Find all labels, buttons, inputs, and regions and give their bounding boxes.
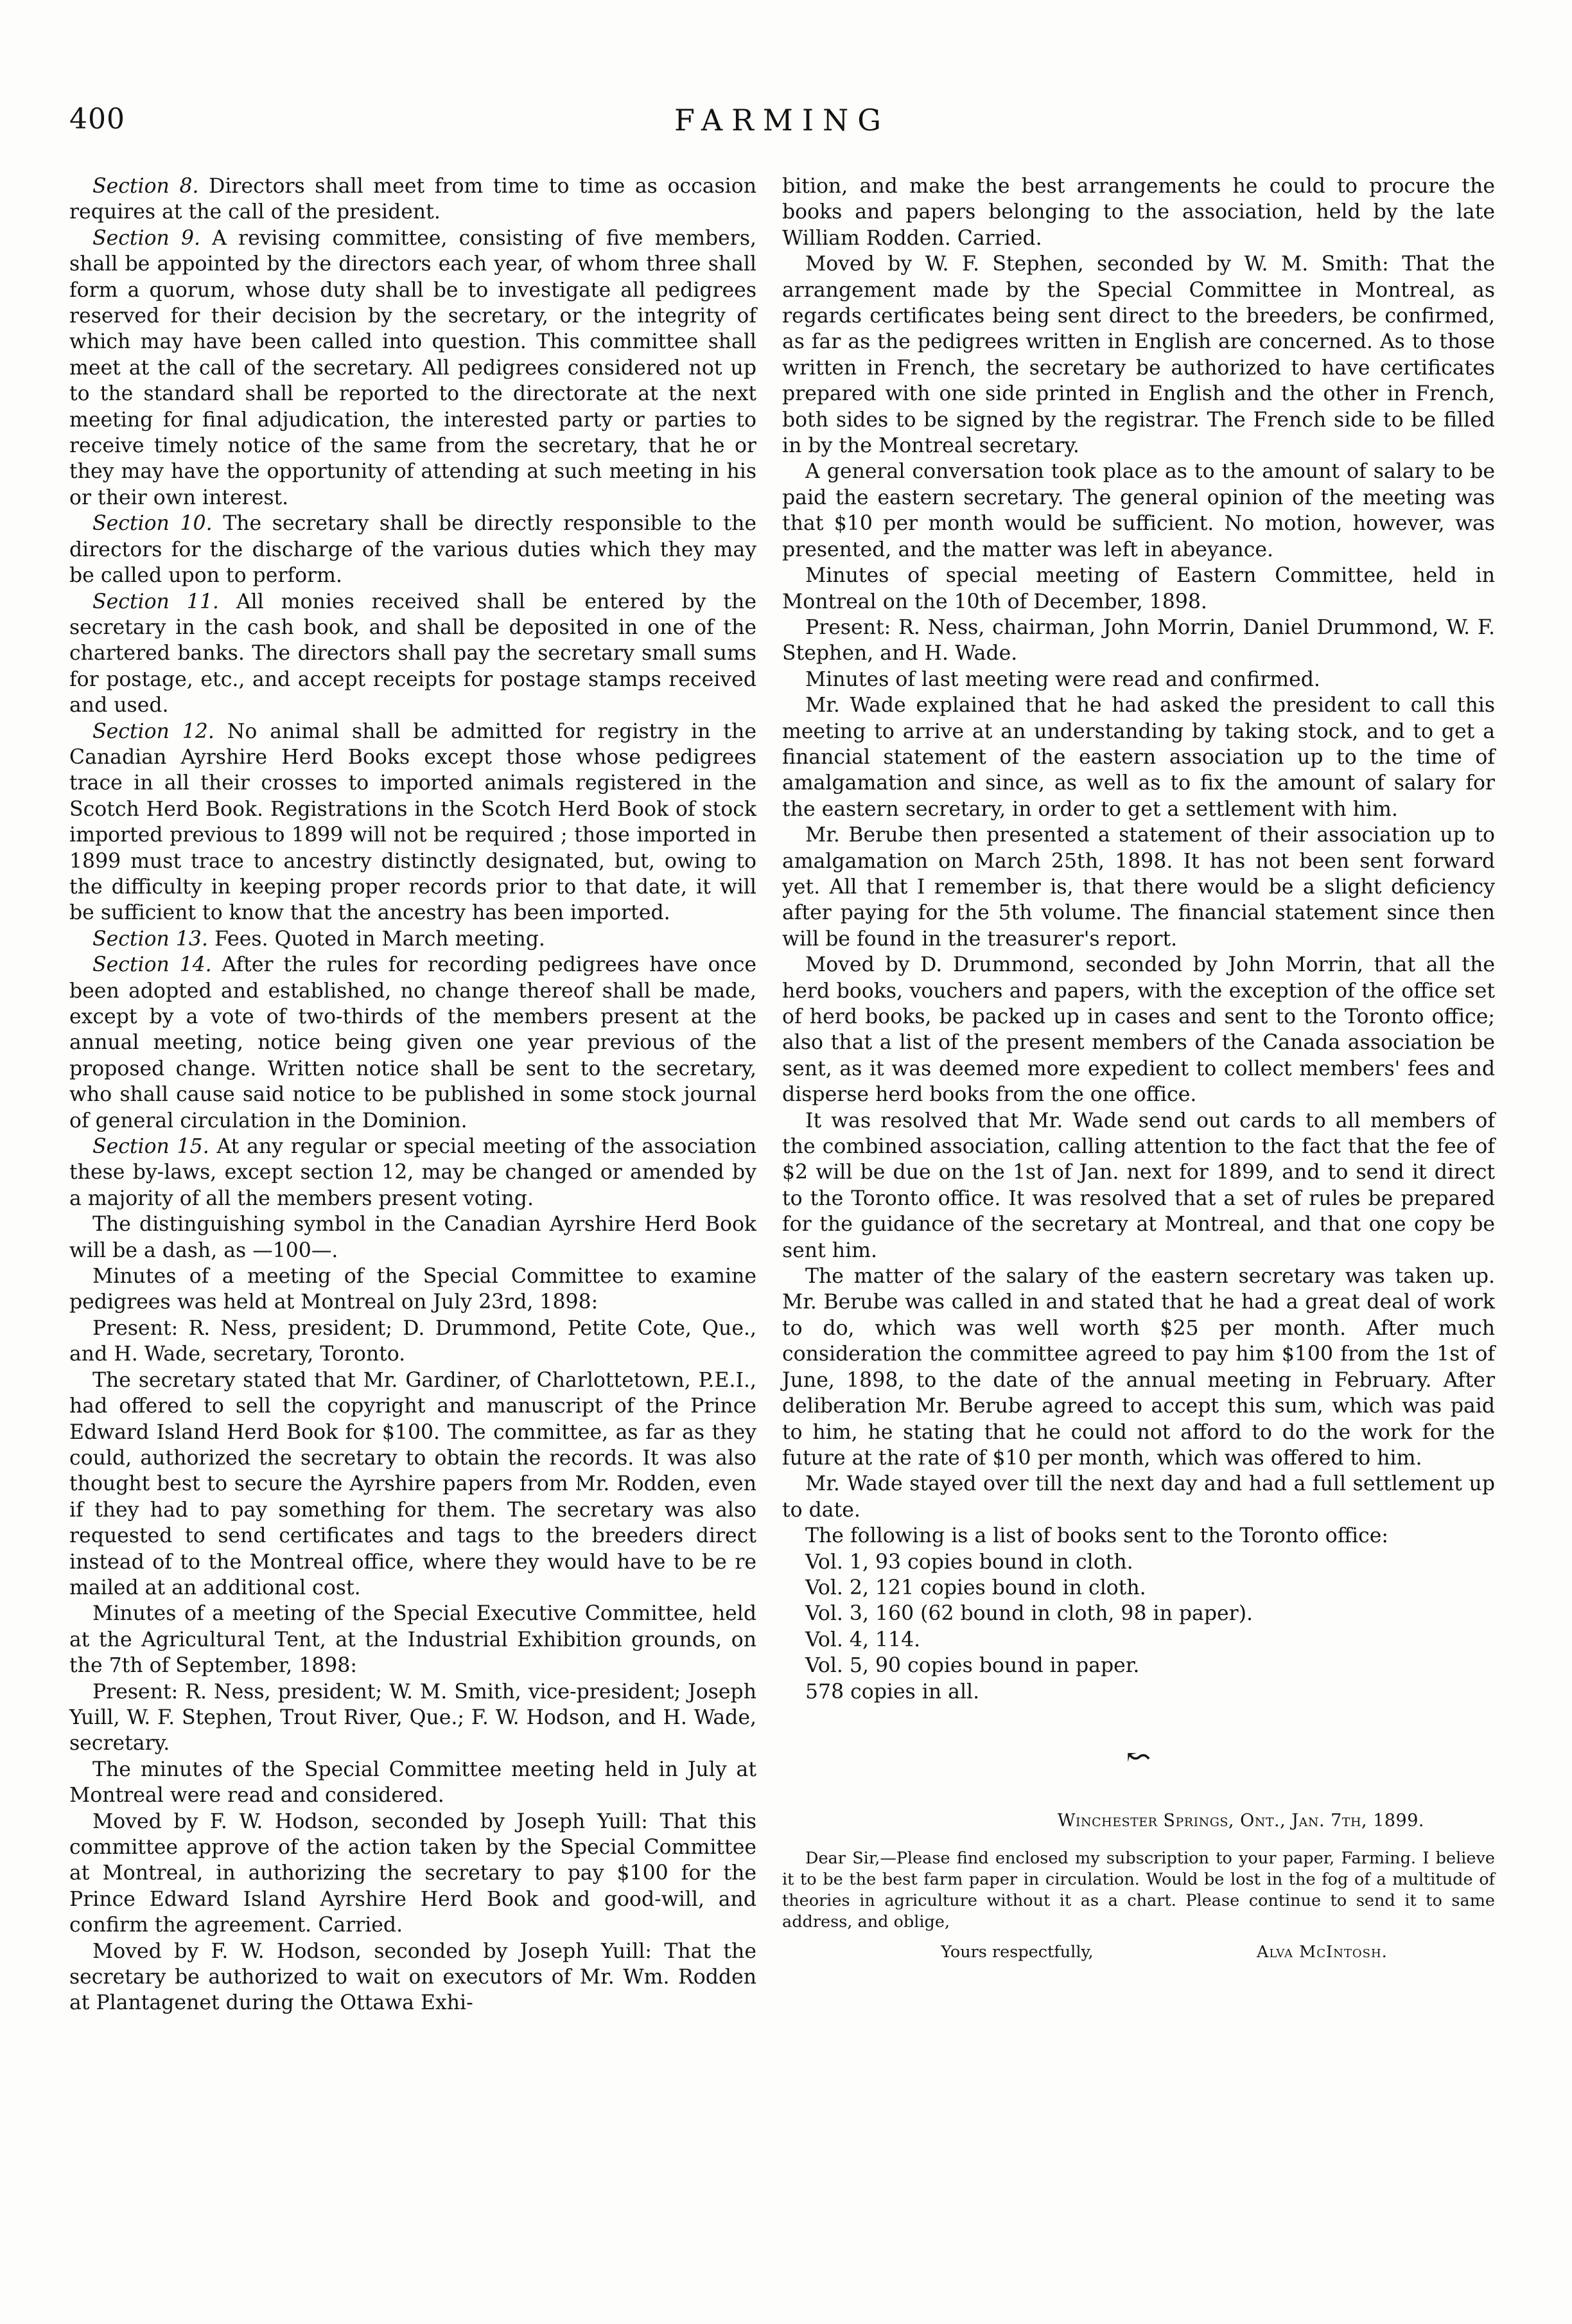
section-label: Section 13. (92, 927, 208, 951)
book-list-item: Vol. 1, 93 copies bound in cloth. (805, 1550, 1133, 1574)
paragraph-text: Minutes of a meeting of the Special Committee to examine pedigrees was held at Montreal on July 23rd, 1898: (69, 1265, 756, 1314)
section-paragraph (69, 719, 756, 926)
paragraph-text: After the rules for recording pedigrees have once been adopted and established, no change thereof shall be made, except by a vote of two-thirds of the members present at the annual meeting, notice being given one year previous of the proposed change. Written notice shall be sent to the secretary, who shall cause said notice to be published in some stock journal of general circulation in the Dominion. (69, 953, 756, 1132)
minutes-paragraph (69, 1757, 756, 1809)
section-paragraph (69, 589, 756, 719)
page-header (69, 103, 1495, 141)
letter-closing: Yours respectfully, (941, 1942, 1094, 1962)
paragraph-text: Present: R. Ness, president; D. Drummond, Petite Cote, Que., and H. Wade, secretary, Toronto. (69, 1316, 756, 1366)
section-label: Section 8. (92, 175, 199, 198)
minutes-paragraph (69, 1368, 756, 1601)
ornament-icon: ↜ (1126, 1738, 1151, 1774)
minutes-paragraph: Moved by D. Drummond, seconded by John Morrin, that all the herd books, vouchers and papers, with the exception of the office set of herd books, be packed up in cases and sent to the Toronto office; also that a list of the present members of the Canada association be sent, as it was deemed more expedient to collect members' fees and disperse herd books from the one office. (782, 953, 1495, 1107)
minutes-paragraph: Moved by W. F. Stephen, seconded by W. M. Smith: That the arrangement made by the Special Committee in Montreal, as regards certificates being sent direct to the breeders, be confirmed, as far as the pedigrees written in English are concerned. As to those written in French, the secretary be authorized to have certificates prepared with one side printed in English and the other in French, both sides to be signed by the registrar. The French side to be filled in by the Montreal secretary. (782, 252, 1495, 458)
paragraph-text: The minutes of the Special Committee meeting held in July at Montreal were read and considered. (69, 1757, 756, 1808)
letter-signoff (782, 1942, 1495, 1963)
minutes-paragraph (69, 1211, 756, 1263)
section-label: Section 15. (92, 1135, 209, 1159)
paragraph-text: All monies received shall be entered by the secretary in the cash book, and shall be deposited in one of the chartered banks. The directors shall pay the secretary small sums for postage, etc., and accept receipts for postage stamps received and used. (69, 590, 756, 717)
paragraph-text: No animal shall be admitted for registry in the Canadian Ayrshire Herd Books except those whose pedigrees trace in all their crosses to imported animals registered in the Scotch Herd Book. Registrations in the Scotch Herd Book of stock imported previous to 1899 will not be required ; those imported in 1899 must trace to ancestry distinctly designated, but, owing to the difficulty in keeping proper records prior to that date, it will be sufficient to know that the ancestry has been imported. (69, 719, 756, 925)
minutes-paragraph (69, 1316, 756, 1368)
section-paragraph (69, 511, 756, 588)
book-list-item: Vol. 4, 114. (805, 1628, 921, 1651)
paragraph-text: Moved by F. W. Hodson, seconded by Joseph Yuill: That the secretary be authorized to wait on executors of Mr. Wm. Rodden at Plantagenet during the Ottawa Exhi- (69, 1939, 756, 2015)
section-label: Section 12. (92, 719, 214, 743)
left-column (69, 173, 756, 2016)
minutes-paragraph (69, 1601, 756, 1678)
paragraph-text: At any regular or special meeting of the association these by-laws, except section 12, may be changed or amended by a majority of all the members present voting. (69, 1135, 756, 1210)
section-label: Section 14. (92, 953, 212, 977)
minutes-paragraph: A general conversation took place as to the amount of salary to be paid the eastern secretary. The general opinion of the meeting was that $10 per month would be sufficient. No motion, however, was presented, and the matter was left in abeyance. (782, 460, 1495, 561)
section-label: Section 11. (92, 590, 219, 613)
section-paragraph (69, 952, 756, 1134)
right-column-text (782, 173, 1495, 1549)
section-label: Section 9. (92, 226, 201, 250)
page-number: 400 (69, 103, 125, 136)
minutes-paragraph: The following is a list of books sent to the Toronto office: (805, 1524, 1389, 1548)
section-label: Section 10. (92, 512, 213, 536)
section-paragraph (69, 926, 756, 952)
minutes-paragraph (69, 1809, 756, 1939)
paragraph-text: Present: R. Ness, president; W. M. Smith, vice-president; Joseph Yuill, W. F. Stephen, Trout River, Que.; F. W. Hodson, and H. Wade, secretary. (69, 1680, 756, 1756)
paragraph-text: Moved by F. W. Hodson, seconded by Joseph Yuill: That this committee approve of the action taken by the Special Committee at Montreal, in authorizing the secretary to pay $100 for the Prince Edward Island Ayrshire Herd Book and good-will, and confirm the agreement. Carried. (69, 1809, 756, 1937)
minutes-paragraph (69, 1939, 756, 2016)
paragraph-text: Minutes of a meeting of the Special Executive Committee, held at the Agricultural Tent, at the Industrial Exhibition grounds, on the 7th of September, 1898: (69, 1602, 756, 1678)
letter-body: Dear Sir,—Please find enclosed my subscription to your paper, Farming. I believe it to be the best farm paper in circulation. Would be lost in the fog of a multitude of theories in agriculture without it as a chart. Please continue to send it to same address, and oblige, (782, 1848, 1495, 1932)
section-paragraph (69, 173, 756, 225)
minutes-paragraph: Mr. Wade stayed over till the next day and had a full settlement up to date. (782, 1472, 1495, 1522)
book-list-item: Vol. 5, 90 copies bound in paper. (805, 1654, 1140, 1678)
minutes-paragraph: Present: R. Ness, chairman, John Morrin, Daniel Drummond, W. F. Stephen, and H. Wade. (782, 615, 1495, 665)
book-total: 578 copies in all. (805, 1680, 980, 1703)
paragraph-text: The secretary stated that Mr. Gardiner, of Charlottetown, P.E.I., had offered to sell the copyright and manuscript of the Prince Edward Island Herd Book for $100. The committee, as far as they could, authorized the secretary to obtain the records. It was also thought best to secure the Ayrshire papers from Mr. Rodden, even if they had to pay something for them. The secretary was also requested to send certificates and tags to the breeders direct instead of to the Montreal office, where they would have to be re mailed at an additional cost. (69, 1368, 756, 1599)
section-paragraph (69, 225, 756, 511)
letter-place-date: Winchester Springs, Ont., Jan. 7th, 1899. (1057, 1810, 1424, 1831)
letter-signature: Alva McIntosh. (1257, 1942, 1388, 1962)
minutes-paragraph: Minutes of last meeting were read and confirmed. (805, 667, 1320, 691)
minutes-paragraph: It was resolved that Mr. Wade send out cards to all members of the combined association, calling attention to the fact that the fee of $2 will be due on the 1st of Jan. next for 1899, and to send it direct to the Toronto office. It was resolved that a set of rules be prepared for the guidance of the secretary at Montreal, and that one copy be sent him. (782, 1109, 1495, 1262)
right-column (782, 173, 1495, 1963)
minutes-paragraph: The matter of the salary of the eastern secretary was taken up. Mr. Berube was called in and stated that he had a great deal of work to do, which was well worth $25 per month. After much consideration the committee agreed to pay him $100 from the 1st of June, 1898, to the date of the annual meeting in February. After deliberation Mr. Berube agreed to accept this sum, which was paid to him, he stating that he could not afford to do the work for the future at the rate of $10 per month, which was offered to him. (782, 1265, 1495, 1470)
paragraph-text: A revising committee, consisting of five members, shall be appointed by the directors each year, of whom three shall form a quorum, whose duty shall be to investigate all pedigrees reserved for their decision by the secretary, or the integrity of which may have been called into question. This committee shall meet at the call of the secretary. All pedigrees considered not up to the standard shall be reported to the directorate at the next meeting for final adjudication, the interested party or parties to receive timely notice of the same from the secretary, that he or they may have the opportunity of attending at such meeting in his or their own interest. (69, 226, 756, 509)
paragraph-text: The distinguishing symbol in the Canadian Ayrshire Herd Book will be a dash, as —100—. (69, 1213, 756, 1262)
minutes-paragraph: bition, and make the best arrangements he could to procure the books and papers belonging to the association, held by the late William Rodden. Carried. (782, 175, 1495, 250)
minutes-paragraph: Minutes of special meeting of Eastern Committee, held in Montreal on the 10th of December, 1898. (782, 564, 1495, 613)
paragraph-text: Directors shall meet from time to time as occasion requires at the call of the president. (69, 175, 756, 224)
paragraph-text: The secretary shall be directly responsible to the directors for the discharge of the various duties which they may be called upon to perform. (69, 512, 756, 588)
section-paragraph (69, 1134, 756, 1211)
book-list (782, 1549, 1495, 1679)
journal-title: FARMING (674, 103, 891, 137)
book-list-item: Vol. 2, 121 copies bound in cloth. (805, 1576, 1146, 1599)
minutes-paragraph: Mr. Wade explained that he had asked the president to call this meeting to arrive at an understanding by taking stock, and to get a financial statement of the eastern association up to the time of amalgamation and since, as well as to fix the amount of salary for the eastern secretary, in order to get a settlement with him. (782, 694, 1495, 821)
reader-letter (782, 1810, 1495, 1963)
book-list-item: Vol. 3, 160 (62 bound in cloth, 98 in paper). (805, 1602, 1253, 1626)
minutes-paragraph (69, 1263, 756, 1316)
minutes-paragraph (69, 1679, 756, 1757)
paragraph-text: Fees. Quoted in March meeting. (207, 927, 545, 951)
minutes-paragraph: Mr. Berube then presented a statement of their association up to amalgamation on March 25th, 1898. It has not been sent forward yet. All that I remember is, that there would be a slight deficiency after paying for the 5th volume. The financial statement since then will be found in the treasurer's report. (782, 823, 1495, 951)
